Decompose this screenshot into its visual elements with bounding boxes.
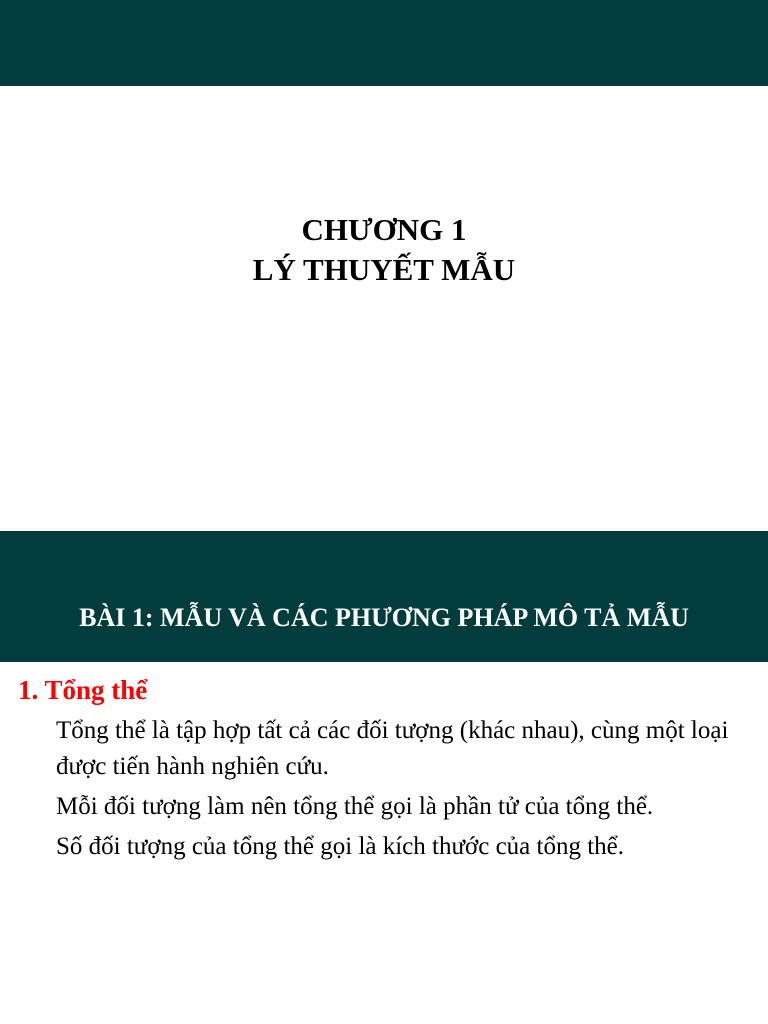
top-header-band <box>0 0 768 86</box>
lesson-title: BÀI 1: MẪU VÀ CÁC PHƯƠNG PHÁP MÔ TẢ MẪU <box>79 603 689 632</box>
lesson-title-band <box>0 531 768 662</box>
section-body <box>56 713 761 869</box>
chapter-title: LÝ THUYẾT MẪU <box>252 252 516 287</box>
paragraph-size: Số đối tượng của tổng thể gọi là kích thước của tổng thể. <box>56 833 625 860</box>
paragraph-definition: Tổng thể là tập hợp tất cả các đối tượng (khác nhau), cùng một loại được tiến hành nghiên cứu. <box>56 717 729 780</box>
chapter-number: CHƯƠNG 1 <box>301 212 467 247</box>
section-heading: 1. Tổng thể <box>18 675 148 705</box>
paragraph-element: Mỗi đối tượng làm nên tổng thể gọi là phần tử của tổng thể. <box>56 793 654 820</box>
chapter-title-block <box>0 210 768 290</box>
